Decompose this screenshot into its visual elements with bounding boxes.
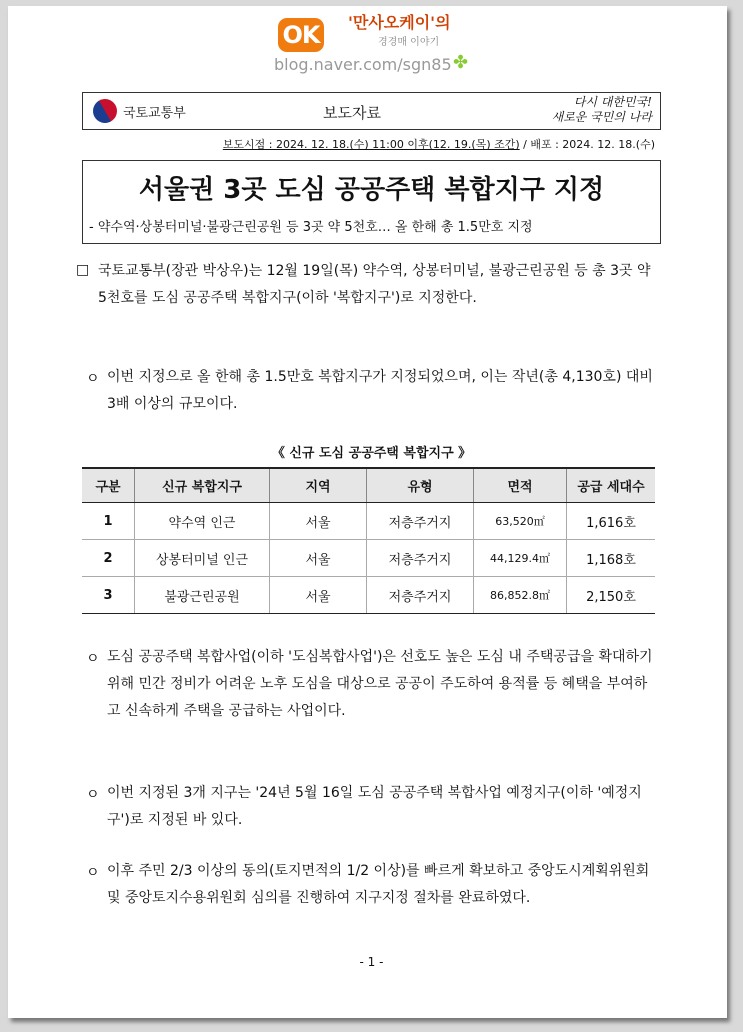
col-area: 면적	[474, 468, 567, 503]
circle-bullet-icon: ㅇ	[86, 787, 100, 803]
paragraph-5: 이후 주민 2/3 이상의 동의(토지면적의 1/2 이상)를 빠르게 확보하고 중앙도시계획위원회 및 중앙토지수용위원회 심의를 진행하여 지구지정 절차를 완료하였다.	[107, 863, 650, 906]
square-bullet-icon: □	[76, 262, 90, 278]
embargo-line	[223, 136, 655, 152]
title-box	[82, 160, 661, 244]
cell-type: 저층주거지	[367, 540, 474, 577]
cell-households: 1,168호	[567, 540, 656, 577]
cell-district: 상봉터미널 인근	[135, 540, 270, 577]
circle-bullet-icon: ㅇ	[86, 651, 100, 667]
cell-area: 63,520㎡	[474, 503, 567, 540]
col-type: 유형	[367, 468, 474, 503]
col-region: 지역	[270, 468, 367, 503]
slogan-line-1: 다시 대한민국!	[573, 95, 652, 109]
cell-area: 86,852.8㎡	[474, 577, 567, 614]
release-time: 보도시점 : 2024. 12. 18.(수) 11:00 이후(12. 19.(목) 조간)	[222, 138, 520, 151]
press-header	[82, 92, 661, 130]
paragraph-4: 이번 지정된 3개 지구는 '24년 5월 16일 도심 공공주택 복합사업 예정지구(이하 '예정지구')로 지정된 바 있다.	[107, 785, 642, 828]
page-number: - 1 -	[359, 955, 384, 969]
cell-region: 서울	[270, 577, 367, 614]
circle-bullet-icon: ㅇ	[86, 865, 100, 881]
slogan	[552, 95, 652, 125]
cell-category: 3	[82, 577, 135, 614]
page-subtitle: - 약수역·상봉터미널·불광근린공원 등 3곳 약 5천호… 올 한해 총 1.5만호 지정	[89, 220, 533, 235]
table-row	[82, 503, 655, 540]
star-icon: ✤	[453, 52, 469, 73]
watermark-url: blog.naver.com/sgn85	[274, 55, 452, 74]
table-row	[82, 540, 655, 577]
circle-bullet-icon: ㅇ	[86, 371, 100, 387]
cell-area: 44,129.4㎡	[474, 540, 567, 577]
table-header-row	[82, 468, 655, 503]
ministry-name: 국토교통부	[123, 105, 186, 121]
slogan-line-2: 새로운 국민의 나라	[551, 110, 652, 124]
cell-type: 저층주거지	[367, 577, 474, 614]
ok-logo: OK	[278, 18, 324, 52]
cell-households: 1,616호	[567, 503, 656, 540]
paragraph-3: 도심 공공주택 복합사업(이하 '도심복합사업')은 선호도 높은 도심 내 주택공급을 확대하기 위해 민간 정비가 어려운 노후 도심을 대상으로 공공이 주도하여 용적률 등 혜택을 부여하고 신속하게 주택을 공급하는 사업이다.	[107, 649, 653, 719]
watermark-subtitle: 경경매 이야기	[378, 37, 440, 48]
distribution-date: / 배포 : 2024. 12. 18.(수)	[519, 138, 655, 151]
table-caption: 《 신규 도심 공공주택 복합지구 》	[271, 446, 472, 461]
cell-category: 2	[82, 540, 135, 577]
cell-district: 약수역 인근	[135, 503, 270, 540]
cell-region: 서울	[270, 503, 367, 540]
paragraph-2: 이번 지정으로 올 한해 총 1.5만호 복합지구가 지정되었으며, 이는 작년(총 4,130호) 대비 3배 이상의 규모이다.	[107, 369, 653, 412]
paragraph-1: 국토교통부(장관 박상우)는 12월 19일(목) 약수역, 상봉터미널, 불광근린공원 등 총 3곳 약 5천호를 도심 공공주택 복합지구(이하 '복합지구')로 지정한다.	[98, 263, 651, 306]
blog-watermark	[268, 0, 478, 80]
cell-type: 저층주거지	[367, 503, 474, 540]
col-category: 구분	[82, 468, 135, 503]
page-title: 서울권 3곳 도심 공공주택 복합지구 지정	[138, 175, 605, 205]
watermark-title: '만사오케이'의	[348, 13, 451, 32]
cell-households: 2,150호	[567, 577, 656, 614]
doc-type: 보도자료	[323, 104, 381, 122]
col-households: 공급 세대수	[567, 468, 656, 503]
cell-category: 1	[82, 503, 135, 540]
table-row	[82, 577, 655, 614]
complex-district-table	[82, 467, 655, 614]
ministry-logo	[93, 99, 186, 123]
cell-region: 서울	[270, 540, 367, 577]
cell-district: 불광근린공원	[135, 577, 270, 614]
col-district: 신규 복합지구	[135, 468, 270, 503]
government-emblem-icon	[89, 95, 122, 128]
